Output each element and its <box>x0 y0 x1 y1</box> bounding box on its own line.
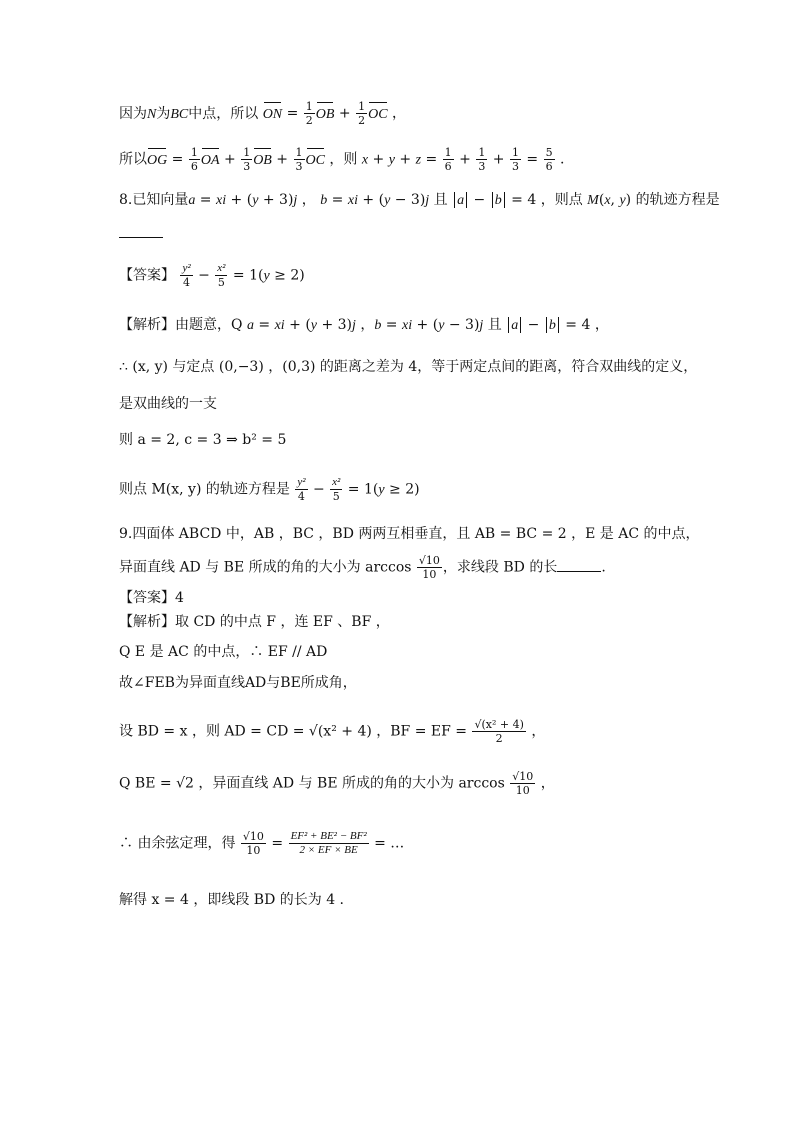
fraction: $\frac{1}{3}$ <box>511 146 519 173</box>
vector-oc: OC <box>368 105 387 125</box>
fraction: $\frac{\text{y²}}{4}$ <box>182 262 191 289</box>
solution-8-line-4: 则 a = 2, c = 3 ⇒ b² = 5 <box>119 432 287 448</box>
vector-og: OG <box>147 151 167 171</box>
fraction: $\frac{\text{√(x² + 4)}}{2}$ <box>474 718 524 745</box>
solution-8-line-3: 是双曲线的一支 <box>119 396 217 412</box>
vector-on: ON <box>263 105 282 125</box>
solution-9-line-1: 【解析】取 CD 的中点 F ，连 EF 、BF ， <box>119 614 390 630</box>
answer-value: 4 <box>175 590 184 606</box>
fraction: $\frac{1}{6}$ <box>190 146 198 173</box>
solution-label: 【解析】 <box>119 614 175 630</box>
solution-9-line-5: Q BE = √2 ，异面直线 AD 与 BE 所成的角的大小为 arccos $\frac{√10}{10}$ ， <box>119 770 555 797</box>
fraction: $\frac{1}{3}$ <box>478 146 486 173</box>
vector-oc: OC <box>306 151 325 171</box>
solution-8-line-2: ∴ (x, y) 与定点 (0,−3) ，(0,3) 的距离之差为 4，等于两定点间的距离，符合双曲线的定义， <box>119 359 698 375</box>
solution-8-line-5: 则点 M(x, y) 的轨迹方程是 $\frac{\text{y²}}{4}$ − $\frac{\text{x²}}{5}$ = 1(y ≥ 2) <box>119 476 420 503</box>
fraction: $\frac{\text{x²}}{5}$ <box>217 262 226 289</box>
solution-label: 【解析】 <box>119 317 175 333</box>
fraction: $\frac{1}{2}$ <box>305 100 313 127</box>
answer-8: 【答案】 $\frac{\text{y²}}{4}$ − $\frac{\text{x²}}{5}$ = 1(y ≥ 2) <box>119 262 305 289</box>
text: 因为N为BC中点，所以 <box>119 105 259 122</box>
fraction: $\frac{√10}{10}$ <box>512 770 534 797</box>
answer-label: 【答案】 <box>119 267 175 284</box>
answer-9 <box>119 588 184 608</box>
vector-a: a <box>188 193 196 208</box>
line-og: 所以OG = $\frac{1}{6}$ OA + $\frac{1}{3}$ OB + $\frac{1}{3}$ OC ，则 x + y + z = $\frac{1}{6}$ + $\frac{1}{3}$ + $\frac{1}{3}$ = $\frac{5}{6}$ . <box>119 146 565 173</box>
fraction: $\frac{\text{x²}}{5}$ <box>332 476 341 503</box>
fraction: $\frac{√10}{10}$ <box>418 554 440 581</box>
question-9-line-2: 异面直线 AD 与 BE 所成的角的大小为 arccos $\frac{√10}{10}$ ，求线段 BD 的长 . <box>119 554 606 581</box>
question-number: 8.已知向量 <box>119 192 189 208</box>
fraction: $\frac{5}{6}$ <box>545 146 553 173</box>
fraction: $\frac{1}{6}$ <box>444 146 452 173</box>
line-midpoint-n: 因为N为BC中点，所以 ON = $\frac{1}{2}$ OB + $\frac{1}{2}$ OC ， <box>119 100 406 127</box>
solution-8-line-1: 【解析】由题意，Q a = xi + (y + 3)j ，b = xi + (y − 3)j 且 a − b = 4 ， <box>119 317 609 333</box>
fraction: $\frac{√10}{10}$ <box>242 830 264 857</box>
vector-ob: OB <box>253 151 272 171</box>
question-8: 8.已知向量a = xi + (y + 3)j ， b = xi + (y − 3)j 且 a − b = 4 ，则点 M(x, y) 的轨迹方程是 <box>119 192 720 208</box>
fraction: $\frac{\text{EF² + BE² − BF²}}{2 \times EF \times BE}$ <box>290 830 367 856</box>
fraction: $\frac{1}{3}$ <box>295 146 303 173</box>
solution-9-line-3: 故∠FEB为异面直线AD与BE所成角， <box>119 675 357 691</box>
solution-9-line-7: 解得 x = 4 ，即线段 BD 的长为 4 . <box>119 892 345 908</box>
solution-9-line-4: 设 BD = x ，则 AD = CD = √(x² + 4) ，BF = EF = $\frac{\text{√(x² + 4)}}{2}$ ， <box>119 718 546 745</box>
fraction: $\frac{1}{2}$ <box>358 100 366 127</box>
fraction: $\frac{\text{y²}}{4}$ <box>297 476 306 503</box>
answer-blank-8 <box>119 224 163 244</box>
question-9-line-1: 9.四面体 ABCD 中，AB ，BC ，BD 两两互相垂直，且 AB = BC = 2 ，E 是 AC 的中点， <box>119 526 700 542</box>
solution-9-line-6: ∴ 由余弦定理，得 $\frac{√10}{10}$ = $\frac{\text{EF² + BE² − BF²}}{2 \times EF \times BE}$ = … <box>119 830 405 857</box>
solution-9-line-2: Q E 是 AC 的中点，∴ EF // AD <box>119 644 328 660</box>
vector-ob: OB <box>316 105 335 125</box>
fraction: $\frac{1}{3}$ <box>243 146 251 173</box>
vector-oa: OA <box>201 151 220 171</box>
answer-label: 【答案】 <box>119 590 175 606</box>
